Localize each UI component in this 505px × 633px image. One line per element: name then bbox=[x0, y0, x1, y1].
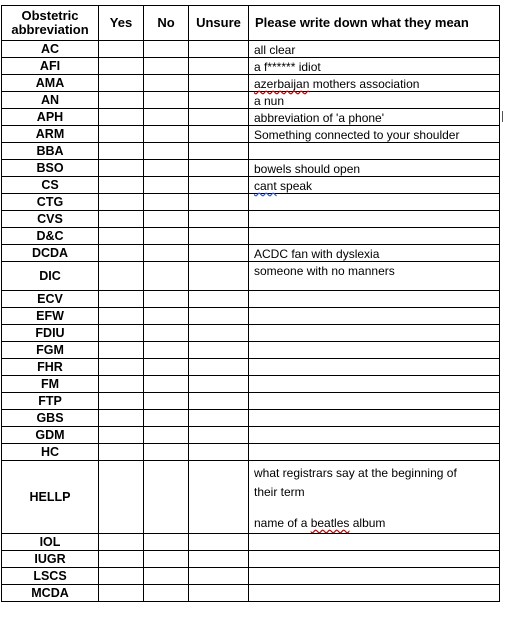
table-row bbox=[2, 534, 500, 551]
meaning-text: a nun bbox=[254, 94, 285, 108]
abbreviation-cell: APH bbox=[2, 109, 99, 126]
unsure-checkbox-cell[interactable] bbox=[189, 427, 249, 444]
table-row bbox=[2, 75, 500, 92]
unsure-checkbox-cell[interactable] bbox=[189, 245, 249, 262]
unsure-checkbox-cell[interactable] bbox=[189, 342, 249, 359]
yes-checkbox-cell[interactable] bbox=[99, 534, 144, 551]
abbreviation-cell: FGM bbox=[2, 342, 99, 359]
meaning-cell[interactable] bbox=[249, 143, 500, 160]
yes-checkbox-cell[interactable] bbox=[99, 444, 144, 461]
meaning-text: bowels should open bbox=[254, 162, 361, 176]
abbreviation-cell: DCDA bbox=[2, 245, 99, 262]
meaning-cell[interactable] bbox=[249, 461, 500, 534]
no-checkbox-cell[interactable] bbox=[144, 291, 189, 308]
yes-checkbox-cell[interactable] bbox=[99, 245, 144, 262]
abbreviation-cell: FHR bbox=[2, 359, 99, 376]
meaning-cell[interactable] bbox=[249, 342, 500, 359]
unsure-checkbox-cell[interactable] bbox=[189, 109, 249, 126]
table-row bbox=[2, 325, 500, 342]
unsure-checkbox-cell[interactable] bbox=[189, 262, 249, 291]
meaning-text: cant speak bbox=[254, 179, 313, 193]
unsure-checkbox-cell[interactable] bbox=[189, 211, 249, 228]
unsure-checkbox-cell[interactable] bbox=[189, 58, 249, 75]
abbreviation-cell: IUGR bbox=[2, 551, 99, 568]
unsure-checkbox-cell[interactable] bbox=[189, 228, 249, 245]
table-row bbox=[2, 359, 500, 376]
table-row bbox=[2, 177, 500, 194]
abbreviation-cell: CS bbox=[2, 177, 99, 194]
no-checkbox-cell[interactable] bbox=[144, 342, 189, 359]
no-checkbox-cell[interactable] bbox=[144, 393, 189, 410]
abbreviation-cell: LSCS bbox=[2, 568, 99, 585]
yes-checkbox-cell[interactable] bbox=[99, 410, 144, 427]
abbreviation-cell: FM bbox=[2, 376, 99, 393]
table-row bbox=[2, 568, 500, 585]
abbreviation-cell: AC bbox=[2, 41, 99, 58]
abbreviation-cell: BBA bbox=[2, 143, 99, 160]
yes-checkbox-cell[interactable] bbox=[99, 262, 144, 291]
table-row bbox=[2, 410, 500, 427]
no-checkbox-cell[interactable] bbox=[144, 92, 189, 109]
no-checkbox-cell[interactable] bbox=[144, 585, 189, 602]
yes-checkbox-cell[interactable] bbox=[99, 551, 144, 568]
yes-checkbox-cell[interactable] bbox=[99, 291, 144, 308]
abbreviation-cell: GDM bbox=[2, 427, 99, 444]
abbreviation-cell: ARM bbox=[2, 126, 99, 143]
table-row bbox=[2, 245, 500, 262]
yes-checkbox-cell[interactable] bbox=[99, 585, 144, 602]
table-row bbox=[2, 461, 500, 534]
meaning-cell[interactable] bbox=[249, 376, 500, 393]
header-yes: Yes bbox=[99, 6, 144, 41]
unsure-checkbox-cell[interactable] bbox=[189, 410, 249, 427]
meaning-cell[interactable] bbox=[249, 359, 500, 376]
table-row bbox=[2, 393, 500, 410]
table-row bbox=[2, 444, 500, 461]
table-row bbox=[2, 143, 500, 160]
header-abbreviation: Obstetric abbreviation bbox=[2, 6, 99, 41]
unsure-checkbox-cell[interactable] bbox=[189, 126, 249, 143]
table-row bbox=[2, 126, 500, 143]
no-checkbox-cell[interactable] bbox=[144, 41, 189, 58]
meaning-cell[interactable] bbox=[249, 291, 500, 308]
no-checkbox-cell[interactable] bbox=[144, 75, 189, 92]
unsure-checkbox-cell[interactable] bbox=[189, 41, 249, 58]
no-checkbox-cell[interactable] bbox=[144, 245, 189, 262]
table-row bbox=[2, 376, 500, 393]
unsure-checkbox-cell[interactable] bbox=[189, 585, 249, 602]
no-checkbox-cell[interactable] bbox=[144, 228, 189, 245]
meaning-cell[interactable] bbox=[249, 585, 500, 602]
unsure-checkbox-cell[interactable] bbox=[189, 325, 249, 342]
meaning-cell[interactable] bbox=[249, 41, 500, 58]
meaning-cell[interactable] bbox=[249, 551, 500, 568]
yes-checkbox-cell[interactable] bbox=[99, 109, 144, 126]
unsure-checkbox-cell[interactable] bbox=[189, 461, 249, 534]
unsure-checkbox-cell[interactable] bbox=[189, 143, 249, 160]
abbreviation-cell: BSO bbox=[2, 160, 99, 177]
meaning-cell[interactable] bbox=[249, 262, 500, 291]
yes-checkbox-cell[interactable] bbox=[99, 228, 144, 245]
unsure-checkbox-cell[interactable] bbox=[189, 160, 249, 177]
yes-checkbox-cell[interactable] bbox=[99, 58, 144, 75]
table-row bbox=[2, 194, 500, 211]
abbreviation-cell: AMA bbox=[2, 75, 99, 92]
meaning-cell[interactable] bbox=[249, 211, 500, 228]
yes-checkbox-cell[interactable] bbox=[99, 393, 144, 410]
yes-checkbox-cell[interactable] bbox=[99, 92, 144, 109]
yes-checkbox-cell[interactable] bbox=[99, 194, 144, 211]
table-row bbox=[2, 427, 500, 444]
meaning-text: someone with no manners bbox=[254, 264, 395, 278]
meaning-cell[interactable] bbox=[249, 58, 500, 75]
no-checkbox-cell[interactable] bbox=[144, 568, 189, 585]
no-checkbox-cell[interactable] bbox=[144, 410, 189, 427]
meaning-text: ACDC fan with dyslexia bbox=[254, 247, 380, 261]
yes-checkbox-cell[interactable] bbox=[99, 177, 144, 194]
table-row bbox=[2, 262, 500, 291]
unsure-checkbox-cell[interactable] bbox=[189, 534, 249, 551]
unsure-checkbox-cell[interactable] bbox=[189, 551, 249, 568]
meaning-text: what registrars say at the beginning of bbox=[254, 466, 457, 480]
abbreviation-cell: FDIU bbox=[2, 325, 99, 342]
yes-checkbox-cell[interactable] bbox=[99, 342, 144, 359]
unsure-checkbox-cell[interactable] bbox=[189, 308, 249, 325]
no-checkbox-cell[interactable] bbox=[144, 211, 189, 228]
no-checkbox-cell[interactable] bbox=[144, 359, 189, 376]
meaning-cell[interactable] bbox=[249, 160, 500, 177]
unsure-checkbox-cell[interactable] bbox=[189, 291, 249, 308]
yes-checkbox-cell[interactable] bbox=[99, 308, 144, 325]
meaning-text: azerbaijan mothers association bbox=[254, 77, 420, 91]
table-row bbox=[2, 211, 500, 228]
abbreviation-cell: DIC bbox=[2, 262, 99, 291]
no-checkbox-cell[interactable] bbox=[144, 427, 189, 444]
header-meaning: Please write down what they mean bbox=[249, 6, 500, 41]
no-checkbox-cell[interactable] bbox=[144, 461, 189, 534]
meaning-cell[interactable] bbox=[249, 308, 500, 325]
meaning-text: a f****** idiot bbox=[254, 60, 321, 74]
abbreviation-cell: AFI bbox=[2, 58, 99, 75]
yes-checkbox-cell[interactable] bbox=[99, 325, 144, 342]
table-row bbox=[2, 342, 500, 359]
yes-checkbox-cell[interactable] bbox=[99, 376, 144, 393]
unsure-checkbox-cell[interactable] bbox=[189, 376, 249, 393]
meaning-text: Something connected to your shoulder bbox=[254, 128, 460, 142]
yes-checkbox-cell[interactable] bbox=[99, 211, 144, 228]
meaning-cell[interactable] bbox=[249, 109, 500, 126]
yes-checkbox-cell[interactable] bbox=[99, 143, 144, 160]
no-checkbox-cell[interactable] bbox=[144, 143, 189, 160]
no-checkbox-cell[interactable] bbox=[144, 177, 189, 194]
meaning-cell[interactable] bbox=[249, 75, 500, 92]
no-checkbox-cell[interactable] bbox=[144, 262, 189, 291]
abbreviation-table bbox=[1, 5, 500, 602]
table-row bbox=[2, 160, 500, 177]
unsure-checkbox-cell[interactable] bbox=[189, 75, 249, 92]
meaning-cell[interactable] bbox=[249, 177, 500, 194]
no-checkbox-cell[interactable] bbox=[144, 109, 189, 126]
meaning-cell[interactable] bbox=[249, 534, 500, 551]
abbreviation-cell: IOL bbox=[2, 534, 99, 551]
no-checkbox-cell[interactable] bbox=[144, 160, 189, 177]
meaning-cell[interactable] bbox=[249, 325, 500, 342]
header-unsure: Unsure bbox=[189, 6, 249, 41]
meaning-text: all clear bbox=[254, 43, 296, 57]
no-checkbox-cell[interactable] bbox=[144, 444, 189, 461]
no-checkbox-cell[interactable] bbox=[144, 534, 189, 551]
margin-mark bbox=[502, 111, 503, 122]
meaning-cell[interactable] bbox=[249, 427, 500, 444]
table-row bbox=[2, 585, 500, 602]
abbreviation-cell: HELLP bbox=[2, 461, 99, 534]
abbreviation-cell: ECV bbox=[2, 291, 99, 308]
unsure-checkbox-cell[interactable] bbox=[189, 568, 249, 585]
unsure-checkbox-cell[interactable] bbox=[189, 194, 249, 211]
no-checkbox-cell[interactable] bbox=[144, 376, 189, 393]
no-checkbox-cell[interactable] bbox=[144, 126, 189, 143]
no-checkbox-cell[interactable] bbox=[144, 325, 189, 342]
abbreviation-cell: AN bbox=[2, 92, 99, 109]
abbreviation-cell: EFW bbox=[2, 308, 99, 325]
yes-checkbox-cell[interactable] bbox=[99, 41, 144, 58]
no-checkbox-cell[interactable] bbox=[144, 308, 189, 325]
abbreviation-cell: GBS bbox=[2, 410, 99, 427]
meaning-cell[interactable] bbox=[249, 444, 500, 461]
meaning-cell[interactable] bbox=[249, 410, 500, 427]
yes-checkbox-cell[interactable] bbox=[99, 568, 144, 585]
table-row bbox=[2, 41, 500, 58]
abbreviation-cell: CTG bbox=[2, 194, 99, 211]
unsure-checkbox-cell[interactable] bbox=[189, 359, 249, 376]
unsure-checkbox-cell[interactable] bbox=[189, 444, 249, 461]
unsure-checkbox-cell[interactable] bbox=[189, 92, 249, 109]
header-row bbox=[2, 6, 500, 41]
meaning-text: name of a beatles album bbox=[254, 516, 386, 530]
meaning-cell[interactable] bbox=[249, 194, 500, 211]
table-row bbox=[2, 58, 500, 75]
abbreviation-cell: MCDA bbox=[2, 585, 99, 602]
table-row bbox=[2, 308, 500, 325]
meaning-cell[interactable] bbox=[249, 568, 500, 585]
meaning-cell[interactable] bbox=[249, 228, 500, 245]
table-row bbox=[2, 92, 500, 109]
yes-checkbox-cell[interactable] bbox=[99, 75, 144, 92]
table-row bbox=[2, 291, 500, 308]
table-row bbox=[2, 551, 500, 568]
abbreviation-cell: D&C bbox=[2, 228, 99, 245]
meaning-cell[interactable] bbox=[249, 92, 500, 109]
unsure-checkbox-cell[interactable] bbox=[189, 177, 249, 194]
no-checkbox-cell[interactable] bbox=[144, 58, 189, 75]
no-checkbox-cell[interactable] bbox=[144, 551, 189, 568]
yes-checkbox-cell[interactable] bbox=[99, 359, 144, 376]
table-row bbox=[2, 109, 500, 126]
header-no: No bbox=[144, 6, 189, 41]
meaning-cell[interactable] bbox=[249, 393, 500, 410]
meaning-cell[interactable] bbox=[249, 245, 500, 262]
abbreviation-cell: HC bbox=[2, 444, 99, 461]
abbreviation-cell: CVS bbox=[2, 211, 99, 228]
yes-checkbox-cell[interactable] bbox=[99, 427, 144, 444]
meaning-text: their term bbox=[254, 485, 305, 499]
abbreviation-cell: FTP bbox=[2, 393, 99, 410]
table-row bbox=[2, 228, 500, 245]
yes-checkbox-cell[interactable] bbox=[99, 126, 144, 143]
meaning-cell[interactable] bbox=[249, 126, 500, 143]
unsure-checkbox-cell[interactable] bbox=[189, 393, 249, 410]
yes-checkbox-cell[interactable] bbox=[99, 461, 144, 534]
meaning-text: abbreviation of 'a phone' bbox=[254, 111, 385, 125]
no-checkbox-cell[interactable] bbox=[144, 194, 189, 211]
yes-checkbox-cell[interactable] bbox=[99, 160, 144, 177]
